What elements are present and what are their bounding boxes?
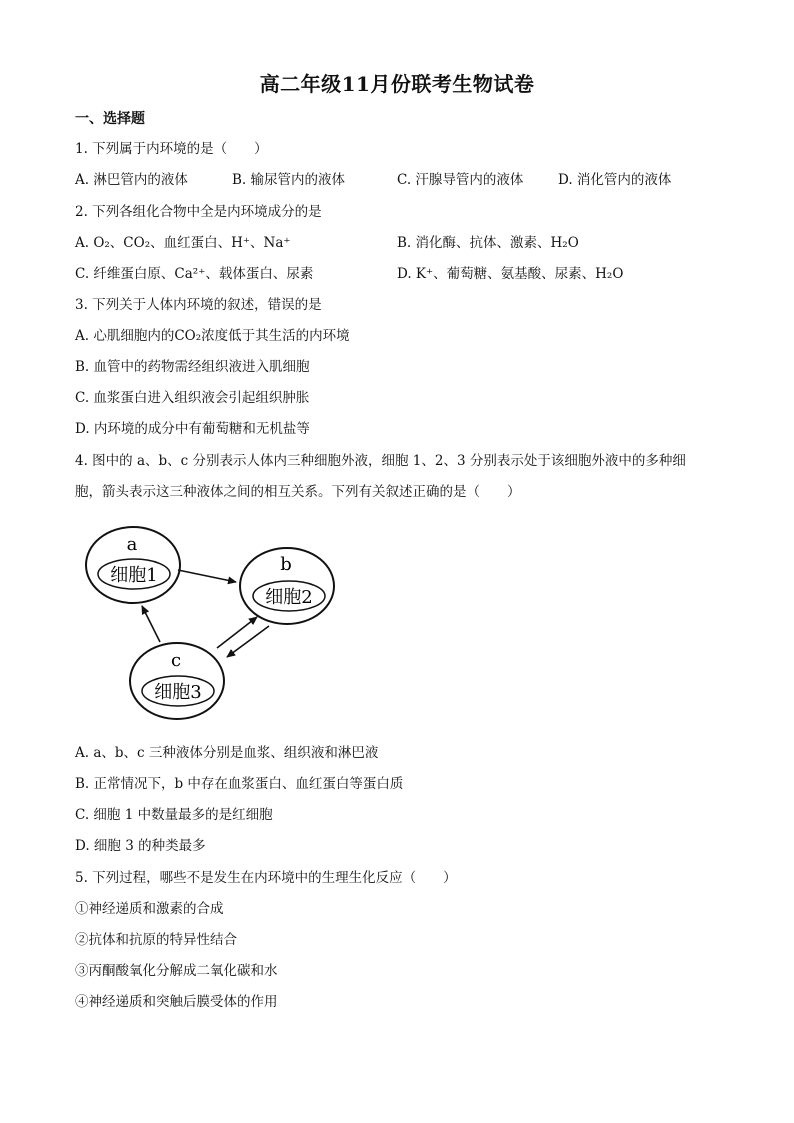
q4-option-a: A. a、b、c 三种液体分别是血浆、组织液和淋巴液 (75, 745, 379, 761)
q2-stem: 2. 下列各组化合物中全是内环境成分的是 (75, 204, 322, 220)
q5-stem: 5. 下列过程，哪些不是发生在内环境中的生理生化反应（ ） (75, 870, 457, 886)
q4-option-d: D. 细胞 3 的种类最多 (75, 838, 206, 854)
q4-stem-line2: 胞，箭头表示这三种液体之间的相互关系。下列有关叙述正确的是（ ） (75, 484, 521, 500)
label-a: a (126, 534, 138, 555)
cell2-label: 细胞2 (265, 587, 313, 608)
q2-option-a: A. O₂、CO₂、血红蛋白、H⁺、Na⁺ (75, 235, 291, 251)
q2-option-d: D. K⁺、葡萄糖、氨基酸、尿素、H₂O (397, 266, 624, 282)
q1-option-a: A. 淋巴管内的液体 (75, 172, 188, 188)
q3-stem: 3. 下列关于人体内环境的叙述，错误的是 (75, 297, 322, 313)
q1-option-b: B. 输尿管内的液体 (232, 172, 346, 188)
page-title: 高二年级11月份联考生物试卷 (259, 72, 535, 96)
q1-option-d: D. 消化管内的液体 (558, 172, 672, 188)
section-heading: 一、选择题 (75, 111, 145, 127)
q2-option-c: C. 纤维蛋白原、Ca²⁺、载体蛋白、尿素 (75, 266, 314, 282)
q3-option-c: C. 血浆蛋白进入组织液会引起组织肿胀 (75, 390, 310, 406)
arrow-c-to-a (142, 606, 160, 642)
q5-item-3: ③丙酮酸氧化分解成二氧化碳和水 (75, 963, 278, 979)
q3-option-a: A. 心肌细胞内的CO₂浓度低于其生活的内环境 (75, 328, 350, 344)
q2-option-b: B. 消化酶、抗体、激素、H₂O (397, 235, 579, 251)
label-c: c (170, 650, 182, 671)
q5-item-4: ④神经递质和突触后膜受体的作用 (75, 994, 278, 1010)
q3-option-b: B. 血管中的药物需经组织液进入肌细胞 (75, 359, 310, 375)
q4-option-b: B. 正常情况下，b 中存在血浆蛋白、血红蛋白等蛋白质 (75, 776, 404, 792)
q5-item-2: ②抗体和抗原的特异性结合 (75, 932, 237, 948)
cell1-label: 细胞1 (110, 565, 158, 586)
arrow-c-to-b (217, 617, 257, 648)
q4-option-c: C. 细胞 1 中数量最多的是红细胞 (75, 807, 273, 823)
q3-option-d: D. 内环境的成分中有葡萄糖和无机盐等 (75, 421, 310, 437)
body-fluid-diagram (70, 518, 340, 728)
q1-option-c: C. 汗腺导管内的液体 (397, 172, 524, 188)
q1-stem: 1. 下列属于内环境的是（ ） (75, 141, 268, 157)
arrow-b-to-c (227, 626, 269, 657)
cell3-label: 细胞3 (154, 682, 202, 703)
arrow-a-to-b (178, 570, 236, 582)
q5-item-1: ①神经递质和激素的合成 (75, 901, 224, 917)
q4-stem-line1: 4. 图中的 a、b、c 分别表示人体内三种细胞外液，细胞 1、2、3 分别表示处于该细胞外液中的多种细 (75, 453, 686, 469)
label-b: b (280, 554, 292, 575)
